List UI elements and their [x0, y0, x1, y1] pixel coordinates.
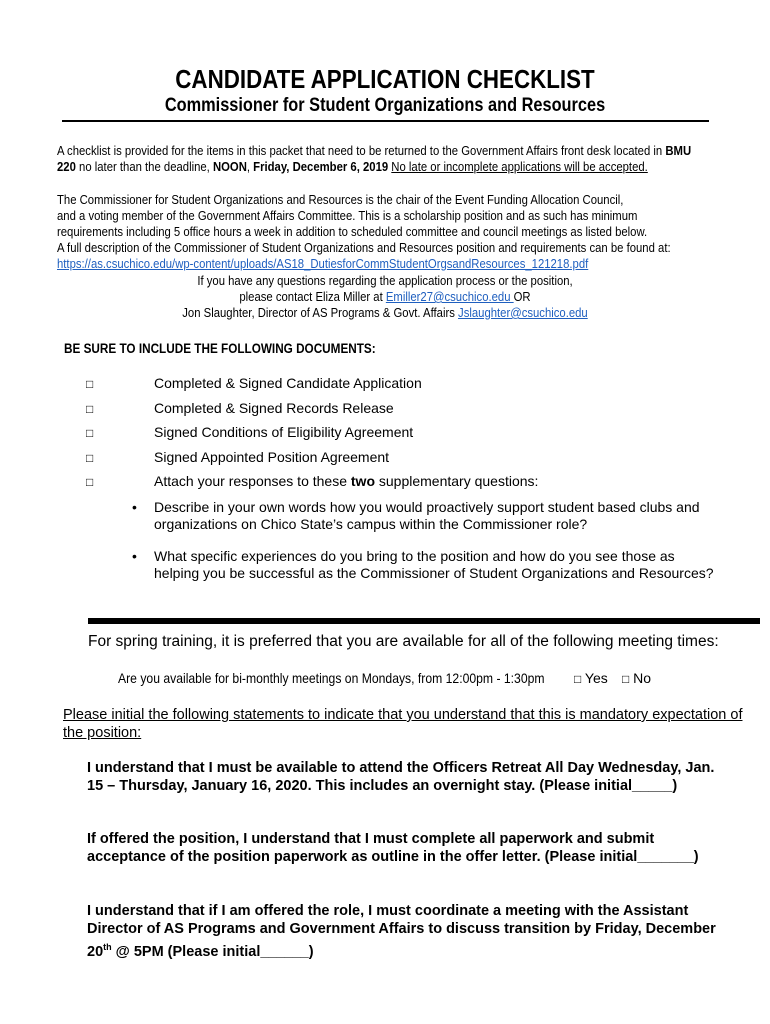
no-option[interactable]	[622, 670, 651, 686]
statement-transition	[87, 902, 727, 961]
supplementary-text: supplementary questions:	[375, 473, 539, 489]
no-label: No	[633, 670, 652, 686]
description-line-1: The Commissioner for Student Organizations and Resources is the chair of the Event Funding Allocation Council,	[57, 192, 624, 207]
intro-text: ,	[246, 159, 254, 174]
intro-time: NOON	[212, 159, 247, 174]
document-item: Completed & Signed Records Release	[154, 400, 394, 416]
email-link-slaughter[interactable]: Jslaughter@csuchico.edu	[458, 305, 588, 320]
title-divider	[62, 120, 709, 122]
checkbox-icon[interactable]: □	[622, 672, 630, 686]
contact-line-1: If you have any questions regarding the application process or the position,	[197, 273, 573, 288]
intro-deadline: Friday, December 6, 2019	[253, 159, 389, 174]
checkbox-icon[interactable]: □	[574, 672, 582, 686]
intro-text: A checklist is provided for the items in this packet that need to be returned to the Government Affairs front desk located in	[57, 143, 666, 158]
intro-line-1	[57, 143, 691, 159]
document-item-supplementary	[154, 473, 538, 489]
question-2: What specific experiences do you bring to the position and how do you see those as helping you be successful as the Commissioner of Student Organizations and Resources?	[154, 548, 714, 581]
checkbox-icon[interactable]: □	[86, 377, 94, 391]
intro-text: no later than the deadline,	[75, 159, 213, 174]
checkbox-icon[interactable]: □	[86, 426, 94, 440]
spring-training-note: For spring training, it is preferred that you are available for all of the following meeting times:	[88, 633, 719, 650]
ordinal-suffix: th	[103, 942, 112, 952]
contact-text: OR	[513, 289, 531, 304]
statement-retreat: I understand that I must be available to attend the Officers Retreat All Day Wednesday, Jan. 15 – Thursday, January 16, 2020. This includes an overnight stay. (Please initial_____)	[87, 760, 715, 794]
page-subtitle: Commissioner for Student Organizations and Resources	[164, 95, 606, 116]
statement-text: I understand that if I am offered the role, I must coordinate a meeting with the Assistant Director of AS Programs and Government Affairs to discuss transition by Friday, December 20	[87, 903, 716, 960]
documents-heading: BE SURE TO INCLUDE THE FOLLOWING DOCUMENTS:	[64, 341, 376, 356]
document-item: Signed Conditions of Eligibility Agreement	[154, 424, 414, 440]
description-line-3: requirements including 5 office hours a week in addition to scheduled committee and council meetings as listed below.	[57, 224, 648, 239]
intro-location: BMU	[665, 143, 692, 158]
statement-text: @ 5PM (Please initial______)	[111, 943, 314, 960]
checkbox-icon[interactable]: □	[86, 451, 94, 465]
section-divider	[88, 618, 760, 624]
intro-warning: No late or incomplete applications will be accepted.	[391, 159, 648, 174]
duties-link[interactable]: https://as.csuchico.edu/wp-content/uploads/AS18_DutiesforCommStudentOrgsandResources_121218.pdf	[57, 256, 589, 271]
question-1: Describe in your own words how you would proactively support student based clubs and organizations on Chico State’s campus within the Commissioner role?	[154, 499, 700, 532]
yes-option[interactable]	[574, 670, 608, 686]
intro-line-2	[57, 159, 648, 175]
description-url-line	[57, 256, 588, 272]
contact-line-2	[50, 289, 720, 305]
supplementary-text: Attach your responses to these	[154, 473, 351, 489]
contact-text: please contact Eliza Miller at	[239, 289, 386, 304]
document-item: Signed Appointed Position Agreement	[154, 449, 390, 465]
description-line-2: and a voting member of the Government Affairs Committee. This is a scholarship position and as such has minimum	[57, 208, 638, 223]
bullet-icon: •	[132, 499, 137, 515]
email-link-miller[interactable]: Emiller27@csuchico.edu	[385, 289, 514, 304]
statement-paperwork: If offered the position, I understand that I must complete all paperwork and submit acceptance of the position paperwork as outline in the offer letter. (Please initial_______)	[87, 831, 699, 865]
page-title: CANDIDATE APPLICATION CHECKLIST	[175, 64, 595, 94]
description-line-4: A full description of the Commissioner of Student Organizations and Resources position and requirements can be found at:	[57, 240, 671, 255]
supplementary-count: two	[350, 473, 375, 489]
checkbox-icon[interactable]: □	[86, 475, 94, 489]
document-item: Completed & Signed Candidate Application	[154, 375, 422, 391]
availability-question: Are you available for bi-monthly meetings on Mondays, from 12:00pm - 1:30pm	[118, 670, 545, 686]
intro-room: 220	[57, 159, 76, 174]
yes-label: Yes	[584, 670, 608, 686]
checkbox-icon[interactable]: □	[86, 402, 94, 416]
contact-text: Jon Slaughter, Director of AS Programs & Govt. Affairs	[182, 305, 459, 320]
bullet-icon: •	[132, 548, 137, 564]
initial-instructions: Please initial the following statements to indicate that you understand that this is mandatory expectation of the position:	[63, 707, 743, 741]
contact-line-3	[50, 305, 720, 321]
